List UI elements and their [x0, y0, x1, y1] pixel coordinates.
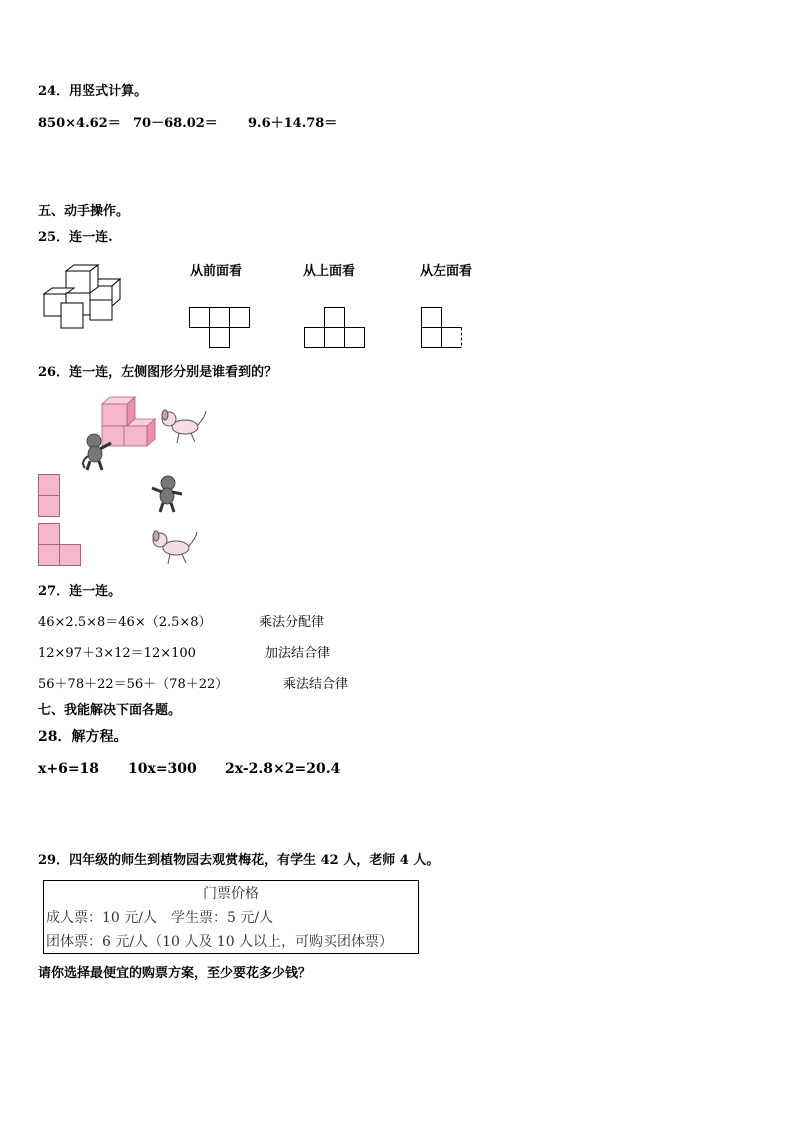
dog-figure-option: [150, 526, 200, 566]
q25-view-front-label: 从前面看: [190, 264, 243, 279]
q25-title: 25．连一连.: [38, 230, 113, 245]
monkey-figure-option: [150, 474, 184, 514]
q27-expr-3: 56＋78＋22＝56＋（78＋22）: [38, 677, 229, 692]
q24-expr-2: 70－68.02＝: [133, 116, 218, 131]
ticket-price-row-1: 成人票：10 元/人 学生票：5 元/人: [46, 910, 274, 926]
q24-expr-1: 850×4.62＝: [38, 116, 121, 131]
q24-expr-3: 9.6＋14.78＝: [248, 116, 338, 131]
q28-title: 28．解方程。: [38, 729, 128, 745]
q28-eq-2: 10x=300: [128, 761, 197, 777]
dog-figure-top: [159, 405, 209, 445]
q25-view-top-label: 从上面看: [303, 264, 356, 279]
ticket-price-table: [43, 880, 419, 954]
q25-view-left-label: 从左面看: [420, 264, 473, 279]
q27-law-2: 加法结合律: [265, 646, 331, 661]
ticket-price-row-2: 团体票：6 元/人（10 人及 10 人以上，可购买团体票）: [46, 934, 394, 950]
ticket-price-header: 门票价格: [203, 886, 259, 902]
q26-title: 26．连一连，左侧图形分别是谁看到的？: [38, 365, 278, 380]
q27-law-3: 乘法结合律: [283, 677, 349, 692]
section-7-title: 七、我能解决下面各题。: [38, 703, 182, 718]
q29-question: 请你选择最便宜的购票方案，至少要花多少钱？: [38, 966, 312, 981]
q28-eq-1: x+6=18: [38, 761, 100, 777]
q24-title: 24．用竖式计算。: [38, 84, 148, 99]
q26-view-shape-1: [38, 474, 62, 518]
q29-title: 29．四年级的师生到植物园去观赏梅花，有学生 42 人，老师 4 人。: [38, 853, 440, 868]
q26-view-shape-2: [38, 523, 84, 567]
monkey-figure-top: [80, 432, 114, 472]
q25-view-front-shape: [189, 307, 251, 349]
q27-expr-2: 12×97＋3×12＝12×100: [38, 646, 196, 661]
q25-cube-stack: [44, 264, 124, 330]
q28-eq-3: 2x-2.8×2=20.4: [225, 761, 341, 777]
q25-view-left-shape: [421, 307, 465, 349]
section-5-title: 五、动手操作。: [38, 204, 130, 219]
q25-view-top-shape: [304, 307, 366, 349]
q27-law-1: 乘法分配律: [259, 615, 325, 630]
q27-title: 27．连一连。: [38, 584, 122, 599]
q27-expr-1: 46×2.5×8＝46×（2.5×8）: [38, 615, 212, 630]
